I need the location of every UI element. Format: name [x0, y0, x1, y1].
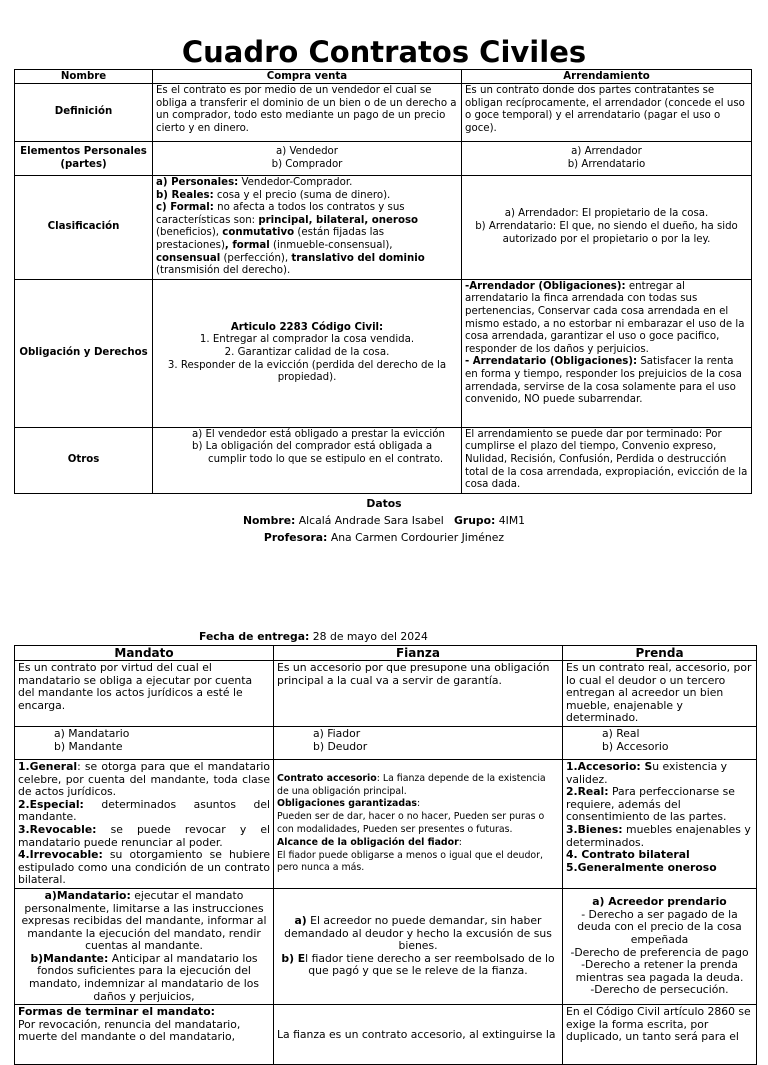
prenda-bienes-label: 3.Bienes: — [566, 822, 623, 836]
prenda-derechos — [563, 888, 757, 1004]
fianza-alcance-text: El fiador puede obligarse a menos o igual que el deudor, pero nunca a más. — [277, 849, 544, 874]
profesora-value: Ana Carmen Cordourier Jiménez — [330, 531, 505, 544]
elementos-arrend-b: b) Arrendatario — [567, 158, 646, 170]
mandato-parte-b: b) Mandante — [54, 739, 123, 753]
obligacion-2: 2. Garantizar calidad de la cosa. — [224, 346, 390, 358]
definicion-arrendamiento: Es un contrato donde dos partes contratantes se obligan recíprocamente, el arrendador (concede el uso o goce temporal) y el arrendatario (pagar el uso o goce). — [462, 84, 752, 142]
header-fianza: Fianza — [274, 646, 563, 661]
prenda-oneroso: 5.Generalmente oneroso — [566, 860, 717, 874]
otros-compra — [153, 427, 462, 493]
prenda-forma: En el Código Civil artículo 2860 se exige la forma escrita, por duplicado, un tanto será para el — [563, 1005, 757, 1065]
articulo-2283: Articulo 2283 Código Civil: — [230, 321, 384, 333]
clasif-principal: principal, bilateral, oneroso — [258, 214, 419, 226]
prenda-derecho-persecucion: -Derecho de persecución. — [590, 983, 729, 997]
fianza-extincion-text: La fianza es un contrato accesorio, al extinguirse la — [277, 1028, 556, 1042]
clasif-personales-label: a) Personales: — [156, 177, 239, 188]
fianza-alcance-label: Alcance de la obligación del fiador — [277, 836, 459, 848]
mandato-terminar-label: Formas de terminar el mandato: — [18, 1005, 215, 1019]
elementos-arrendamiento — [462, 142, 752, 176]
header-arrendamiento: Arrendamiento — [462, 70, 752, 84]
grupo-label: Grupo: — [454, 514, 496, 527]
prenda-parte-a: a) Real — [602, 726, 640, 740]
obligacion-3: 3. Responder de la evicción (perdida del derecho de la propiedad). — [167, 359, 447, 384]
fianza-clasificacion — [274, 759, 563, 888]
obligacion-compra — [153, 279, 462, 427]
clasif-conmutativo: conmutativo — [222, 227, 295, 239]
header-compra-venta: Compra venta — [153, 70, 462, 84]
acreedor-prendario-label: a) Acreedor prendario — [592, 895, 727, 909]
row-label-elementos: Elementos Personales (partes) — [15, 142, 153, 176]
header-mandato: Mandato — [15, 646, 274, 661]
mandato-especial-label: 2.Especial: — [18, 797, 84, 811]
obligacion-arrendamiento — [462, 279, 752, 427]
prenda-accesorio-text: u existencia y validez. — [566, 759, 728, 786]
fecha-label: Fecha de entrega: — [199, 630, 310, 643]
prenda-accesorio-label: 1.Accesorio: S — [566, 759, 653, 773]
prenda-derecho-preferencia: -Derecho de preferencia de pago — [570, 945, 749, 959]
fianza-parte-a: a) Fiador — [313, 726, 361, 740]
elementos-compra-a: a) Vendedor — [276, 145, 338, 157]
datos-heading — [0, 495, 768, 512]
mandato-irrevocable-text: su otorgamiento se hubiere estipulado como una condición de un contrato bilateral. — [18, 848, 270, 887]
clasificacion-arrendamiento — [462, 176, 752, 280]
arrendador-oblig-label: -Arrendador (Obligaciones): — [465, 280, 626, 292]
header-nombre: Nombre — [15, 70, 153, 84]
clasif-prestaciones: (están fijadas las prestaciones) — [156, 227, 385, 251]
clasif-inmueble: (inmueble-consensual), — [269, 239, 393, 251]
mandato-revocable-label: 3.Revocable: — [18, 822, 97, 836]
fianza-derecho-b-text: l fiador tiene derecho a ser reembolsado de lo que pagó y que se le releve de la fianza. — [305, 951, 555, 978]
elementos-arrend-a: a) Arrendador — [571, 145, 642, 157]
clasif-formal2: , formal — [224, 239, 270, 251]
clasif-transmision: (transmisión del derecho). — [156, 265, 291, 277]
nombre-label: Nombre: — [242, 514, 296, 527]
clasif-formal-label: c) Formal: — [156, 202, 214, 214]
prenda-derecho-retener: -Derecho a retener la prenda mientras sea pagada la deuda. — [575, 958, 744, 984]
mandato-especial-text: determinados asuntos del mandante. — [18, 797, 270, 824]
mandato-obligaciones — [15, 888, 274, 1004]
mandante-oblig-label: b)Mandante: — [30, 951, 109, 965]
fianza-obligaciones-text: Pueden ser de dar, hacer o no hacer, Pueden ser puras o con modalidades, Pueden ser presentes o futuras. — [277, 811, 545, 835]
clasif-reales-label: b) Reales: — [156, 189, 214, 201]
fecha-entrega — [199, 630, 428, 644]
clasif-formal-text: no afecta a todos los contratos y sus características son: — [156, 202, 405, 226]
row-label-clasificacion: Clasificación — [15, 176, 153, 280]
mandato-revocable-text: se puede revocar y el mandatario puede renunciar al poder. — [18, 822, 270, 849]
prenda-bienes-text: muebles enajenables y determinados. — [566, 822, 751, 849]
otros-compra-a: a) El vendedor está obligado a prestar la evicción — [192, 428, 445, 440]
clasif-reales-text: cosa y el precio (suma de dinero). — [213, 189, 391, 201]
mandato-general-text: : se otorga para que el mandatario celebre, por cuenta del mandante, toda clase de actos jurídicos. — [18, 759, 270, 799]
mandato-clasificacion — [15, 759, 274, 888]
arrendatario-oblig-label: - Arrendatario (Obligaciones): — [465, 356, 638, 368]
otros-compra-b: b) La obligación del comprador está obligada a cumplir todo lo que se estipulo en el contrato. — [192, 441, 444, 465]
mandato-terminar-text: Por revocación, renuncia del mandatario, muerte del mandante o del mandatario, — [18, 1017, 241, 1044]
clasif-translativo: translativo del dominio — [291, 252, 425, 264]
clasif-consensual: consensual — [156, 252, 221, 264]
clasif-arrendador: a) Arrendador: El propietario de la cosa. — [504, 208, 709, 220]
prenda-partes — [563, 726, 757, 759]
prenda-bilateral: 4. Contrato bilateral — [566, 848, 690, 862]
fianza-alcance-colon: : — [458, 836, 462, 848]
mandatario-oblig-label: a)Mandatario: — [44, 888, 131, 902]
prenda-derecho-pago: - Derecho a ser pagado de la deuda con el precio de la cosa empeñada — [577, 907, 742, 946]
clasificacion-compra — [153, 176, 462, 280]
mandato-parte-a: a) Mandatario — [54, 726, 130, 740]
mandato-partes — [15, 726, 274, 759]
mandato-general-label: 1.General — [18, 759, 78, 773]
row-label-obligacion: Obligación y Derechos — [15, 279, 153, 427]
mandato-terminacion — [15, 1005, 274, 1065]
obligacion-1: 1. Entregar al comprador la cosa vendida. — [199, 334, 415, 346]
fianza-derecho-b-label: b) E — [281, 951, 306, 965]
fianza-definicion: Es un accesorio por que presupone una obligación principal a la cual va a servir de garantía. — [274, 661, 563, 727]
definicion-compra: Es el contrato es por medio de un vendedor el cual se obliga a transferir el dominio de un bien o de un derecho a un comprador, todo esto mediante un pago de un precio cierto y en dinero. — [153, 84, 462, 142]
arrendador-oblig-text: entregar al arrendatario la finca arrendada con todas sus pertenencias, Conservar cada cosa arrendada en el mismo estado, a no estorbar ni embarazar el uso de la cosa arrendada, garantizar el uso o goce pacifico, responder de los daños y perjuicios. — [465, 280, 745, 355]
clasif-personales-text: Vendedor-Comprador. — [238, 177, 353, 188]
arrendatario-oblig-text: Satisfacer la renta en forma y tiempo, responder los prejuicios de la cosa arrendada, servirse de la cosa solamente para el uso convenido, NO puede subarrendar. — [465, 356, 742, 406]
elementos-compra-b: b) Comprador — [271, 158, 343, 170]
contracts-table-1 — [14, 69, 752, 494]
fianza-derecho-a-label: a) — [294, 914, 307, 928]
elementos-compra — [153, 142, 462, 176]
datos-heading-text: Datos — [366, 497, 402, 510]
datos-profesora-line — [0, 529, 768, 546]
mandante-oblig-text: Anticipar al mandatario los fondos suficientes para la ejecución del mandato, indemnizar al mandatario de los daños y perjuicios, — [29, 951, 259, 1003]
clasif-arrendatario: b) Arrendatario: El que, no siendo el dueño, ha sido autorizado por el propietario o por la ley. — [475, 221, 738, 245]
mandato-irrevocable-label: 4.Irrevocable: — [18, 848, 103, 862]
otros-arrendamiento: El arrendamiento se puede dar por terminado: Por cumplirse el plazo del tiempo, Convenio expreso, Nulidad, Recisión, Confusión, Perdida o destrucción total de la cosa arrendada, expropiación, evicción de la cosa dada. — [462, 427, 752, 493]
fianza-obligaciones-label: Obligaciones garantizadas — [277, 798, 417, 810]
fianza-obligaciones-colon: : — [417, 798, 421, 810]
row-label-otros: Otros — [15, 427, 153, 493]
fecha-value: 28 de mayo del 2024 — [312, 630, 428, 643]
header-prenda: Prenda — [563, 646, 757, 661]
page-title: Cuadro Contratos Civiles — [181, 35, 587, 69]
fianza-partes — [274, 726, 563, 759]
grupo-value: 4IM1 — [498, 514, 526, 527]
fianza-parte-b: b) Deudor — [313, 739, 368, 753]
mandato-definicion: Es un contrato por virtud del cual el mandatario se obliga a ejecutar por cuenta del mandante los actos jurídicos a esté le encarga. — [15, 661, 274, 727]
prenda-real-text: Para perfeccionarse se requiere, además del consentimiento de las partes. — [566, 785, 735, 824]
prenda-parte-b: b) Accesorio — [602, 739, 669, 753]
nombre-value: Alcalá Andrade Sara Isabel — [298, 514, 444, 527]
prenda-real-label: 2.Real: — [566, 785, 609, 799]
profesora-label: Profesora: — [263, 531, 328, 544]
fianza-derechos — [274, 888, 563, 1004]
fianza-accesorio-text: : La fianza depende de la existencia de una obligación principal. — [277, 772, 546, 797]
prenda-clasificacion — [563, 759, 757, 888]
fianza-derecho-a-text: El acreedor no puede demandar, sin haber demandado al deudor y hecho la excusión de sus bienes. — [284, 914, 552, 953]
clasif-perfeccion: (perfección), — [220, 252, 292, 264]
fianza-accesorio-label: Contrato accesorio — [277, 772, 377, 784]
mandatario-oblig-text: ejecutar el mandato personalmente, limitarse a las instrucciones expresas recibidas del mandante, informar al mandante la ejecución del mandato, rendir cuentas al mandante. — [21, 888, 267, 953]
clasif-beneficios: (beneficios), — [156, 227, 223, 239]
datos-nombre-line — [0, 512, 768, 529]
fianza-extincion — [274, 1005, 563, 1065]
prenda-definicion: Es un contrato real, accesorio, por lo cual el deudor o un tercero entregan al acreedor un bien mueble, enajenable y determinado. — [563, 661, 757, 727]
contracts-table-2 — [14, 645, 757, 1065]
row-label-definicion: Definición — [15, 84, 153, 142]
